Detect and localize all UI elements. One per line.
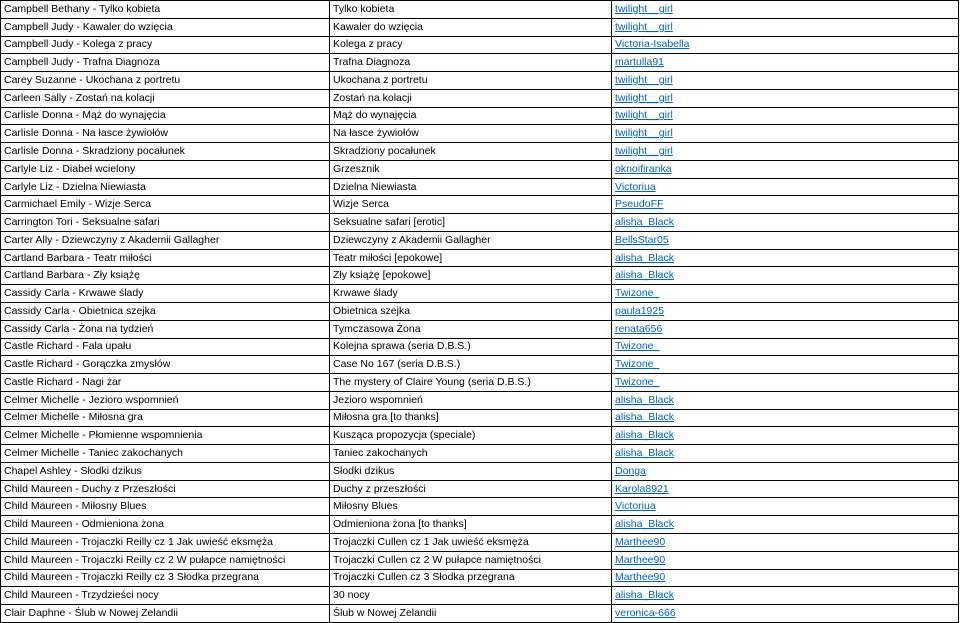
- author-title-cell: Carlisle Donna - Mąż do wynajęcia: [1, 107, 330, 125]
- user-link[interactable]: Donga: [615, 464, 646, 477]
- table-row: [1, 72, 959, 90]
- user-link[interactable]: twilight__girl: [615, 2, 673, 15]
- author-title-cell: Castle Richard - Fala upału: [1, 338, 330, 356]
- original-title-cell: Zły książę [epokowe]: [330, 267, 612, 285]
- table-row: [1, 338, 959, 356]
- user-link[interactable]: Marthee90: [615, 535, 666, 548]
- author-title-cell: Cartland Barbara - Teatr miłości: [1, 249, 330, 267]
- original-title-cell: Duchy z przeszłości: [330, 480, 612, 498]
- original-title-cell: Teatr miłości [epokowe]: [330, 249, 612, 267]
- original-title-cell: Krwawe ślady: [330, 285, 612, 303]
- user-cell: [612, 409, 959, 427]
- table-row: [1, 267, 959, 285]
- table-row: [1, 89, 959, 107]
- user-link[interactable]: BellsStar05: [615, 233, 669, 246]
- author-title-cell: Celmer Michelle - Jezioro wspomnień: [1, 391, 330, 409]
- user-link[interactable]: twilight__girl: [615, 73, 673, 86]
- user-cell: [612, 498, 959, 516]
- table-row: [1, 231, 959, 249]
- user-link[interactable]: alisha_Black: [615, 216, 674, 229]
- author-title-cell: Campbell Judy - Kolega z pracy: [1, 36, 330, 54]
- original-title-cell: Zostań na kolacji: [330, 89, 612, 107]
- author-title-cell: Cassidy Carla - Krwawe ślady: [1, 285, 330, 303]
- original-title-cell: Trafna Diagnoza: [330, 54, 612, 72]
- author-title-cell: Child Maureen - Trojaczki Reilly cz 1 Jak uwieść eksmęża: [1, 533, 330, 551]
- author-title-cell: Carleen Sally - Zostań na kolacji: [1, 89, 330, 107]
- user-cell: [612, 249, 959, 267]
- user-cell: [612, 551, 959, 569]
- author-title-cell: Castle Richard - Nagi żar: [1, 374, 330, 392]
- user-cell: [612, 107, 959, 125]
- original-title-cell: 30 nocy: [330, 587, 612, 605]
- user-cell: [612, 89, 959, 107]
- original-title-cell: Skradziony pocałunek: [330, 143, 612, 161]
- author-title-cell: Cassidy Carla - Obietnica szejka: [1, 303, 330, 321]
- table-row: [1, 569, 959, 587]
- original-title-cell: Jezioro wspomnień: [330, 391, 612, 409]
- original-title-cell: Grzesznik: [330, 160, 612, 178]
- user-cell: [612, 605, 959, 623]
- user-cell: [612, 267, 959, 285]
- table-row: [1, 587, 959, 605]
- table-row: [1, 374, 959, 392]
- original-title-cell: The mystery of Claire Young (seria D.B.S.): [330, 374, 612, 392]
- table-row: [1, 160, 959, 178]
- user-link[interactable]: oknoifiranka: [615, 162, 672, 175]
- original-title-cell: Ukochana z portretu: [330, 72, 612, 90]
- user-cell: [612, 18, 959, 36]
- original-title-cell: Seksualne safari [erotic]: [330, 214, 612, 232]
- author-title-cell: Carlisle Donna - Skradziony pocałunek: [1, 143, 330, 161]
- user-cell: [612, 427, 959, 445]
- table-row: [1, 249, 959, 267]
- author-title-cell: Campbell Judy - Kawaler do wzięcia: [1, 18, 330, 36]
- table-row: [1, 533, 959, 551]
- user-cell: [612, 516, 959, 534]
- user-cell: [612, 160, 959, 178]
- user-link[interactable]: Marthee90: [615, 571, 666, 584]
- author-title-cell: Carlisle Donna - Na łasce żywiołów: [1, 125, 330, 143]
- user-cell: [612, 72, 959, 90]
- user-link[interactable]: Victoria-Isabella: [615, 38, 690, 51]
- author-title-cell: Carlyle Liz - Dzielna Niewiasta: [1, 178, 330, 196]
- user-cell: [612, 391, 959, 409]
- user-link[interactable]: Twizone_: [615, 358, 660, 371]
- original-title-cell: Obietnica szejka: [330, 303, 612, 321]
- table-row: [1, 516, 959, 534]
- user-cell: [612, 36, 959, 54]
- user-cell: [612, 214, 959, 232]
- author-title-cell: Chapel Ashley - Słodki dzikus: [1, 462, 330, 480]
- original-title-cell: Case No 167 (seria D.B.S.): [330, 356, 612, 374]
- user-cell: [612, 569, 959, 587]
- table-row: [1, 391, 959, 409]
- table-row: [1, 320, 959, 338]
- user-link[interactable]: martulla91: [615, 56, 665, 69]
- user-link[interactable]: twilight__girl: [615, 91, 673, 104]
- table-row: [1, 462, 959, 480]
- user-cell: [612, 1, 959, 19]
- user-link[interactable]: alisha_Black: [615, 429, 674, 442]
- author-title-cell: Child Maureen - Trojaczki Reilly cz 2 W pułapce namiętności: [1, 551, 330, 569]
- user-cell: [612, 533, 959, 551]
- user-cell: [612, 338, 959, 356]
- table-row: [1, 356, 959, 374]
- table-row: [1, 18, 959, 36]
- author-title-cell: Cartland Barbara - Zły książę: [1, 267, 330, 285]
- author-title-cell: Castle Richard - Gorączka zmysłów: [1, 356, 330, 374]
- original-title-cell: Miłosna gra [to thanks]: [330, 409, 612, 427]
- user-link[interactable]: alisha_Black: [615, 411, 674, 424]
- user-link[interactable]: Marthee90: [615, 553, 666, 566]
- user-link[interactable]: Twizone_: [615, 340, 660, 353]
- original-title-cell: Trojaczki Cullen cz 3 Słodka przegrana: [330, 569, 612, 587]
- original-title-cell: Dzielna Niewiasta: [330, 178, 612, 196]
- user-link[interactable]: veronica-666: [615, 606, 676, 619]
- original-title-cell: Kolega z pracy: [330, 36, 612, 54]
- original-title-cell: Na łasce żywiołów: [330, 125, 612, 143]
- table-row: [1, 1, 959, 19]
- table-row: [1, 445, 959, 463]
- user-cell: [612, 356, 959, 374]
- user-link[interactable]: Victoriua: [615, 180, 656, 193]
- original-title-cell: Miłosny Blues: [330, 498, 612, 516]
- original-title-cell: Taniec zakochanych: [330, 445, 612, 463]
- table-row: [1, 285, 959, 303]
- author-title-cell: Carter Ally - Dziewczyny z Akademii Gallagher: [1, 231, 330, 249]
- user-link[interactable]: paula1925: [615, 304, 665, 317]
- author-title-cell: Carmichael Emily - Wizje Serca: [1, 196, 330, 214]
- original-title-cell: Kusząca propozycja (speciale): [330, 427, 612, 445]
- user-link[interactable]: alisha_Black: [615, 251, 674, 264]
- table-row: [1, 196, 959, 214]
- table-row: [1, 54, 959, 72]
- table-row: [1, 409, 959, 427]
- table-row: [1, 125, 959, 143]
- user-link[interactable]: twilight__girl: [615, 109, 673, 122]
- user-cell: [612, 462, 959, 480]
- user-link[interactable]: alisha_Black: [615, 393, 674, 406]
- original-title-cell: Wizje Serca: [330, 196, 612, 214]
- original-title-cell: Kawaler do wzięcia: [330, 18, 612, 36]
- author-title-cell: Carlyle Liz - Diabeł wcielony: [1, 160, 330, 178]
- user-link[interactable]: alisha_Black: [615, 589, 674, 602]
- user-link[interactable]: alisha_Black: [615, 269, 674, 282]
- original-title-cell: Tymczasowa Żona: [330, 320, 612, 338]
- table-row: [1, 480, 959, 498]
- original-title-cell: Kolejna sprawa (seria D.B.S.): [330, 338, 612, 356]
- author-title-cell: Celmer Michelle - Płomienne wspomnienia: [1, 427, 330, 445]
- table-row: [1, 107, 959, 125]
- user-link[interactable]: Karola8921: [615, 482, 669, 495]
- original-title-cell: Odmieniona żona [to thanks]: [330, 516, 612, 534]
- user-link[interactable]: PseudoFF: [615, 198, 664, 211]
- user-cell: [612, 196, 959, 214]
- table-row: [1, 143, 959, 161]
- table-row: [1, 303, 959, 321]
- author-title-cell: Celmer Michelle - Taniec zakochanych: [1, 445, 330, 463]
- user-cell: [612, 285, 959, 303]
- author-title-cell: Cassidy Carla - Żona na tydzień: [1, 320, 330, 338]
- original-title-cell: Mąż do wynajęcia: [330, 107, 612, 125]
- user-link[interactable]: twilight__girl: [615, 127, 673, 140]
- table-row: [1, 178, 959, 196]
- author-title-cell: Child Maureen - Trojaczki Reilly cz 3 Słodka przegrana: [1, 569, 330, 587]
- table-row: [1, 551, 959, 569]
- user-cell: [612, 143, 959, 161]
- author-title-cell: Child Maureen - Odmieniona żona: [1, 516, 330, 534]
- user-link[interactable]: alisha_Black: [615, 518, 674, 531]
- original-title-cell: Ślub w Nowej Zelandii: [330, 605, 612, 623]
- author-title-cell: Carey Suzanne - Ukochana z portretu: [1, 72, 330, 90]
- user-link[interactable]: Twizone_: [615, 375, 660, 388]
- user-cell: [612, 125, 959, 143]
- author-title-cell: Campbell Bethany - Tylko kobieta: [1, 1, 330, 19]
- user-cell: [612, 445, 959, 463]
- table-row: [1, 605, 959, 623]
- original-title-cell: Trojaczki Cullen cz 2 W pułapce namiętności: [330, 551, 612, 569]
- user-cell: [612, 374, 959, 392]
- user-link[interactable]: twilight__girl: [615, 20, 673, 33]
- original-title-cell: Dziewczyny z Akademii Gallagher: [330, 231, 612, 249]
- table-row: [1, 36, 959, 54]
- user-cell: [612, 303, 959, 321]
- author-title-cell: Celmer Michelle - Miłosna gra: [1, 409, 330, 427]
- book-list-body: [1, 1, 959, 623]
- original-title-cell: Słodki dzikus: [330, 462, 612, 480]
- user-link[interactable]: twilight__girl: [615, 145, 673, 157]
- author-title-cell: Carrington Tori - Seksualne safari: [1, 214, 330, 232]
- author-title-cell: Child Maureen - Trzydzieści nocy: [1, 587, 330, 605]
- user-cell: [612, 320, 959, 338]
- user-link[interactable]: renata656: [615, 322, 663, 335]
- user-cell: [612, 231, 959, 249]
- user-link[interactable]: Victoriua: [615, 500, 656, 513]
- original-title-cell: Trojaczki Cullen cz 1 Jak uwieść eksmęża: [330, 533, 612, 551]
- original-title-cell: Tylko kobieta: [330, 1, 612, 19]
- user-cell: [612, 178, 959, 196]
- table-row: [1, 427, 959, 445]
- author-title-cell: Campbell Judy - Trafna Diagnoza: [1, 54, 330, 72]
- user-cell: [612, 587, 959, 605]
- author-title-cell: Child Maureen - Miłosny Blues: [1, 498, 330, 516]
- user-cell: [612, 480, 959, 498]
- table-row: [1, 498, 959, 516]
- user-cell: [612, 54, 959, 72]
- user-link[interactable]: Twizone_: [615, 287, 660, 300]
- author-title-cell: Child Maureen - Duchy z Przeszłości: [1, 480, 330, 498]
- table-row: [1, 214, 959, 232]
- user-link[interactable]: alisha_Black: [615, 447, 674, 460]
- author-title-cell: Clair Daphne - Ślub w Nowej Zelandii: [1, 605, 330, 623]
